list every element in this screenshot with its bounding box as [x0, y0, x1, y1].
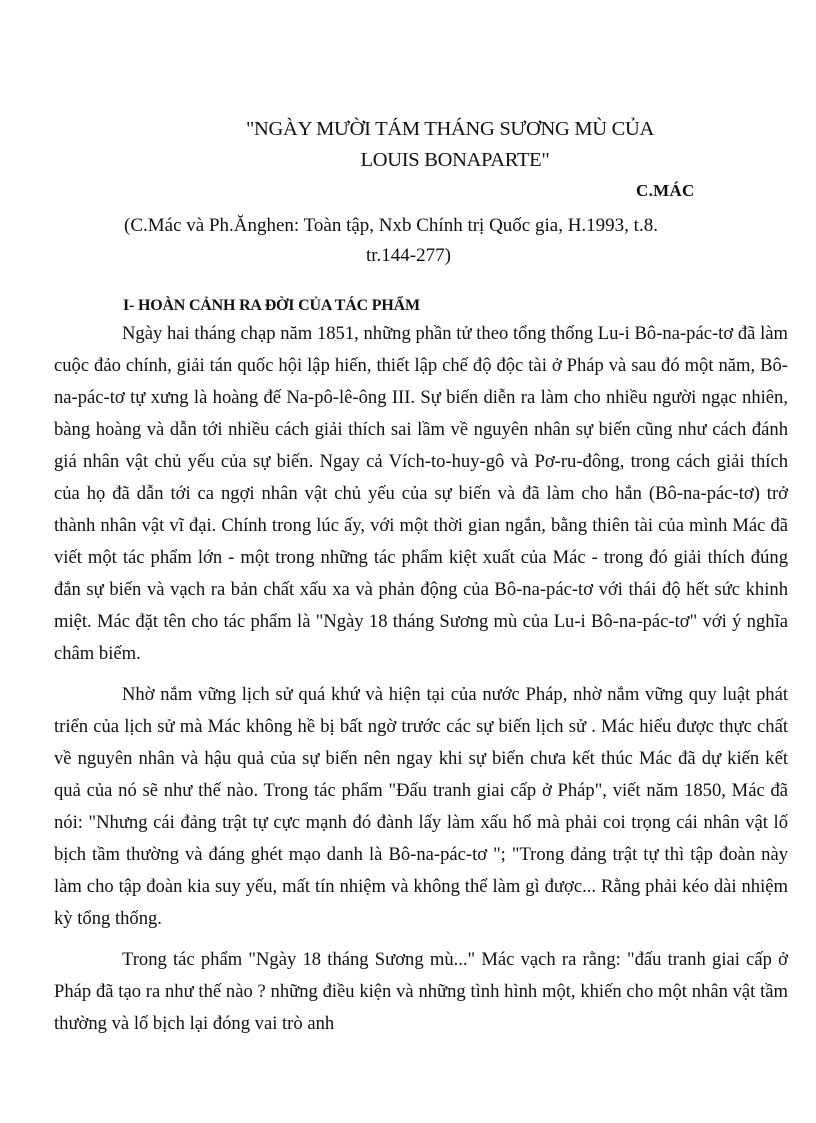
paragraph-1: Ngày hai tháng chạp năm 1851, những phần tử theo tổng thống Lu-i Bô-na-pác-tơ đã làm cuộc đảo chính, giải tán quốc hội lập hiến, thiết lập chế độ độc tài ở Pháp và sau đó một năm, Bô-na-pác-tơ tự xưng là hoàng đế Na-pô-lê-ông III. Sự biến diễn ra làm cho nhiều người ngạc nhiên, bàng hoàng và dẫn tới nhiều cách giải thích sai lầm về nguyên nhân sự biến cũng như cách đánh giá nhân vật chủ yếu của sự biến. Ngay cả Vích-to-huy-gô và Pơ-ru-đông, trong cách giải thích của họ đã dẫn tới ca ngợi nhân vật chủ yếu của sự biến và đã làm cho hắn (Bô-na-pác-tơ) trở thành nhân vật vĩ đại. Chính trong lúc ấy, với một thời gian ngắn, bằng thiên tài của mình Mác đã viết một tác phẩm lớn - một trong những tác phẩm kiệt xuất của Mác - trong đó giải thích đúng đắn sự biến và vạch ra bản chất xấu xa và phản động của Bô-na-pác-tơ với thái độ hết sức khinh miệt. Mác đặt tên cho tác phẩm là "Ngày 18 tháng Sương mù của Lu-i Bô-na-pác-tơ" với ý nghĩa châm biếm.: [54, 323, 788, 664]
title-line-1: "NGÀY MƯỜI TÁM THÁNG SƯƠNG MÙ CỦA: [245, 118, 655, 140]
body-text: [54, 318, 788, 1040]
source-citation: [124, 211, 794, 271]
author-name: C.MÁC: [636, 181, 695, 200]
paragraph-2: Nhờ nắm vững lịch sử quá khứ và hiện tại của nước Pháp, nhờ nắm vững quy luật phát triển của lịch sử mà Mác không hề bị bất ngờ trước các sự biến lịch sử . Mác hiểu được thực chất về nguyên nhân và hậu quả của sự biến nên ngay khi sự biến chưa kết thúc Mác đã dự kiến kết quả của nó sẽ như thế nào. Trong tác phẩm "Đấu tranh giai cấp ở Pháp", viết năm 1850, Mác đã nói: "Nhưng cái đảng trật tự cực mạnh đó đành lấy làm xấu hổ mà phải coi trọng cái nhân vật lố bịch tầm thường và đáng ghét mạo danh là Bô-na-pác-tơ "; "Trong đảng trật tự thì tập đoàn này làm cho tập đoàn kia suy yếu, mất tín nhiệm và không thể làm gì được... Rằng phải kéo dài nhiệm kỳ tổng thống.: [54, 684, 788, 929]
source-line-1: (C.Mác và Ph.Ănghen: Toàn tập, Nxb Chính trị Quốc gia, H.1993, t.8.: [124, 215, 658, 236]
document-title: [0, 114, 816, 176]
paragraph-3: Trong tác phẩm "Ngày 18 tháng Sương mù..." Mác vạch ra rằng: "đấu tranh giai cấp ở Pháp đã tạo ra như thế nào ? những điều kiện và những tình hình một, khiến cho một nhân vật tầm thường và lố bịch lại đóng vai trò anh: [54, 949, 788, 1034]
source-line-2: tr.144-277): [366, 245, 451, 266]
section-heading: I- HOÀN CẢNH RA ĐỜI CỦA TÁC PHẨM: [123, 297, 420, 314]
title-line-2: LOUIS BONAPARTE": [360, 149, 550, 171]
